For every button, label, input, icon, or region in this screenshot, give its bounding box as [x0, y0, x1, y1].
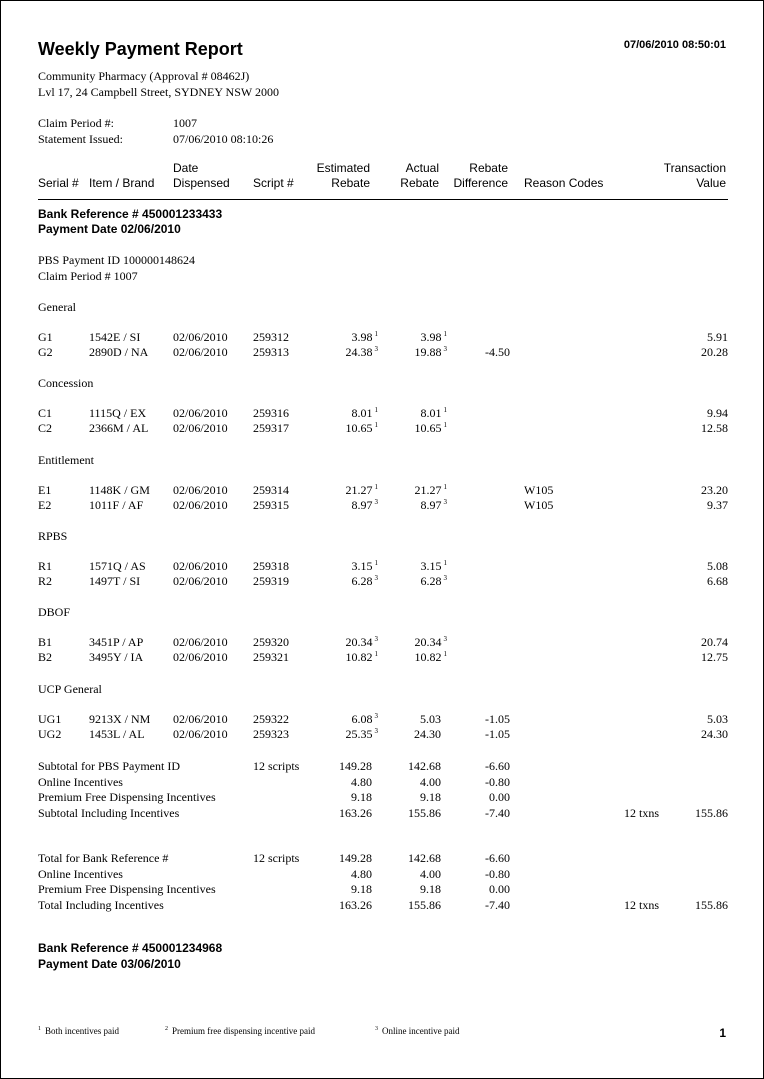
date-dispensed-cell: 02/06/2010 [173, 635, 228, 649]
script-number-cell: 259321 [253, 650, 289, 664]
bank1-reference: Bank Reference # 450001233433 [38, 207, 223, 221]
estimated-rebate-cell: 21.27 $^1$ [345, 483, 378, 497]
actual-rebate-cell: 8.01 $^1$ [420, 406, 447, 420]
estimated-rebate-total: 9.18 [351, 882, 372, 896]
item-brand-cell: 9213X / NM [89, 712, 151, 726]
transaction-value-cell: 5.03 [707, 712, 728, 726]
footnote-marker: 1 [443, 406, 447, 414]
rebate-difference-total: -6.60 [485, 851, 510, 865]
script-number-cell: 259315 [253, 498, 289, 512]
estimated-rebate-cell: 8.01 $^1$ [351, 406, 378, 420]
table-row [1, 558, 764, 574]
date-dispensed-cell: 02/06/2010 [173, 727, 228, 741]
script-count: 12 scripts [253, 851, 300, 865]
actual-rebate-cell: 5.03 [420, 712, 441, 726]
estimated-rebate-cell: 6.08 $^3$ [351, 712, 378, 726]
transaction-value-cell: 23.20 [701, 483, 728, 497]
serial-cell: G1 [38, 330, 53, 344]
actual-rebate-cell: 19.88 $^3$ [414, 345, 447, 359]
table-row [1, 344, 764, 360]
item-brand-cell: 1542E / SI [89, 330, 141, 344]
script-count: 12 scripts [253, 759, 300, 773]
summary-label: Subtotal Including Incentives [38, 805, 180, 820]
footnote-marker: 1 [374, 421, 378, 429]
col-header-transaction-line1: Transaction [663, 161, 726, 175]
claim-period-value: 1007 [173, 116, 197, 130]
group-heading: Concession [38, 376, 94, 390]
estimated-rebate-cell: 6.28 $^3$ [351, 574, 378, 588]
script-number-cell: 259318 [253, 559, 289, 573]
report-title: Weekly Payment Report [38, 39, 243, 59]
date-dispensed-cell: 02/06/2010 [173, 421, 228, 435]
rebate-difference-total: -0.80 [485, 774, 510, 789]
script-number-cell: 259320 [253, 635, 289, 649]
total-row [1, 881, 764, 897]
estimated-rebate-total: 4.80 [351, 866, 372, 881]
footnote-marker: 3 [374, 727, 378, 735]
actual-rebate-total: 155.86 [408, 805, 441, 820]
summary-label: Premium Free Dispensing Incentives [38, 882, 216, 896]
col-header-item: Item / Brand [89, 176, 155, 190]
footnote-1: $^1$ Both incentives paid [38, 1026, 119, 1036]
summary-label: Total Including Incentives [38, 897, 164, 912]
rebate-difference-total: -6.60 [485, 759, 510, 773]
script-number-cell: 259317 [253, 421, 289, 435]
footnote-marker: 1 [443, 559, 447, 567]
pharmacy-address: Lvl 17, 24 Campbell Street, SYDNEY NSW 2000 [38, 85, 279, 99]
footnote-marker: 1 [443, 421, 447, 429]
footnote-marker: 3 [443, 635, 447, 643]
item-brand-cell: 1497T / SI [89, 574, 141, 588]
transaction-value-total: 155.86 [695, 805, 728, 820]
footnote-marker: 1 [443, 650, 447, 658]
col-header-serial: Serial # [38, 176, 79, 190]
estimated-rebate-cell: 10.82 $^1$ [345, 650, 378, 664]
item-brand-cell: 3495Y / IA [89, 650, 144, 664]
transaction-value-cell: 20.74 [701, 635, 728, 649]
table-row [1, 634, 764, 650]
summary-label: Total for Bank Reference # [38, 851, 169, 865]
actual-rebate-cell: 10.82 $^1$ [414, 650, 447, 664]
estimated-rebate-total: 149.28 [339, 759, 372, 773]
rebate-difference-total: -0.80 [485, 866, 510, 881]
col-header-difference-line2: Difference [453, 176, 508, 190]
rebate-difference-total: 0.00 [489, 790, 510, 804]
footnote-marker: 3 [443, 345, 447, 353]
actual-rebate-total: 155.86 [408, 897, 441, 912]
group-heading: UCP General [38, 682, 102, 696]
actual-rebate-total: 9.18 [420, 790, 441, 804]
item-brand-cell: 1453L / AL [89, 727, 145, 741]
estimated-rebate-total: 4.80 [351, 774, 372, 789]
actual-rebate-cell: 3.98 $^1$ [420, 330, 447, 344]
rebate-difference-cell: -4.50 [485, 345, 510, 359]
group-heading: General [38, 300, 76, 314]
item-brand-cell: 2366M / AL [89, 421, 149, 435]
actual-rebate-cell: 6.28 $^3$ [420, 574, 447, 588]
transaction-count: 12 txns [624, 897, 660, 912]
item-brand-cell: 3451P / AP [89, 635, 144, 649]
statement-issued-label: Statement Issued: [38, 132, 123, 146]
table-row [1, 405, 764, 421]
total-row [1, 866, 764, 882]
header-divider [38, 199, 728, 200]
table-row [1, 573, 764, 589]
footnote-marker: 1 [374, 330, 378, 338]
transaction-value-cell: 5.91 [707, 330, 728, 344]
footnote-marker: 1 [443, 483, 447, 491]
serial-cell: B1 [38, 635, 53, 649]
serial-cell: E2 [38, 498, 52, 512]
date-dispensed-cell: 02/06/2010 [173, 406, 228, 420]
col-header-transaction-line2: Value [696, 176, 726, 190]
col-header-script: Script # [253, 176, 294, 190]
actual-rebate-cell: 21.27 $^1$ [414, 483, 447, 497]
date-dispensed-cell: 02/06/2010 [173, 498, 228, 512]
col-header-date-line1: Date [173, 161, 199, 175]
claim-period-number: Claim Period # 1007 [38, 269, 138, 283]
item-brand-cell: 1011F / AF [89, 498, 144, 512]
report-generated-timestamp: 07/06/2010 08:50:01 [623, 39, 726, 51]
footnote-marker: 1 [374, 483, 378, 491]
footnote-2: $^2$ Premium free dispensing incentive paid [165, 1026, 315, 1036]
total-row [1, 850, 764, 866]
serial-cell: UG2 [38, 727, 62, 741]
transaction-count: 12 txns [624, 805, 660, 820]
subtotal-row [1, 774, 764, 790]
footnote-marker: 1 [374, 406, 378, 414]
footnote-marker: 3 [443, 498, 447, 506]
table-row [1, 329, 764, 345]
pharmacy-name: Community Pharmacy (Approval # 08462J) [38, 69, 250, 83]
serial-cell: UG1 [38, 712, 62, 726]
transaction-value-cell: 9.94 [707, 406, 728, 420]
estimated-rebate-cell: 20.34 $^3$ [345, 635, 378, 649]
bank1-payment-date: Payment Date 02/06/2010 [38, 222, 181, 236]
footnote-marker: 3 [374, 635, 378, 643]
footnote-marker: 3 [443, 574, 447, 582]
date-dispensed-cell: 02/06/2010 [173, 650, 228, 664]
actual-rebate-total: 4.00 [420, 866, 441, 881]
subtotal-row [1, 789, 764, 805]
footnote-marker: 1 [374, 650, 378, 658]
date-dispensed-cell: 02/06/2010 [173, 712, 228, 726]
transaction-value-cell: 5.08 [707, 559, 728, 573]
estimated-rebate-total: 163.26 [339, 897, 372, 912]
total-row [1, 897, 764, 913]
reason-code-cell: W105 [524, 483, 554, 497]
col-header-estimated-line2: Rebate [331, 176, 370, 190]
script-number-cell: 259316 [253, 406, 289, 420]
rebate-difference-cell: -1.05 [485, 727, 510, 741]
summary-label: Online Incentives [38, 866, 123, 881]
group-heading: Entitlement [38, 453, 94, 467]
item-brand-cell: 1571Q / AS [89, 559, 146, 573]
serial-cell: G2 [38, 345, 53, 359]
transaction-value-cell: 12.75 [701, 650, 728, 664]
serial-cell: C2 [38, 421, 53, 435]
claim-period-label: Claim Period #: [38, 116, 114, 130]
table-row [1, 726, 764, 742]
actual-rebate-total: 4.00 [420, 774, 441, 789]
col-header-actual-line1: Actual [405, 161, 439, 175]
summary-label: Subtotal for PBS Payment ID [38, 759, 181, 773]
estimated-rebate-cell: 3.15 $^1$ [351, 559, 378, 573]
actual-rebate-total: 142.68 [408, 851, 441, 865]
summary-label: Premium Free Dispensing Incentives [38, 790, 216, 804]
table-row [1, 420, 764, 436]
estimated-rebate-total: 9.18 [351, 790, 372, 804]
script-number-cell: 259314 [253, 483, 289, 497]
actual-rebate-cell: 24.30 [414, 727, 441, 741]
serial-cell: E1 [38, 483, 52, 497]
table-row [1, 497, 764, 513]
group-heading: RPBS [38, 529, 68, 543]
table-row [1, 649, 764, 665]
estimated-rebate-total: 149.28 [339, 851, 372, 865]
footnote-marker: 3 [374, 574, 378, 582]
script-number-cell: 259312 [253, 330, 289, 344]
actual-rebate-cell: 3.15 $^1$ [420, 559, 447, 573]
statement-issued-value: 07/06/2010 08:10:26 [173, 132, 274, 146]
rebate-difference-total: 0.00 [489, 882, 510, 896]
transaction-value-total: 155.86 [695, 897, 728, 912]
page-number: 1 [719, 1026, 726, 1040]
summary-label: Online Incentives [38, 774, 123, 789]
footnote-marker: 3 [374, 712, 378, 720]
item-brand-cell: 1148K / GM [89, 483, 150, 497]
item-brand-cell: 1115Q / EX [89, 406, 147, 420]
script-number-cell: 259323 [253, 727, 289, 741]
col-header-actual-line2: Rebate [400, 176, 439, 190]
table-row [1, 482, 764, 498]
date-dispensed-cell: 02/06/2010 [173, 574, 228, 588]
transaction-value-cell: 12.58 [701, 421, 728, 435]
serial-cell: B2 [38, 650, 53, 664]
rebate-difference-total: -7.40 [485, 805, 510, 820]
transaction-value-cell: 9.37 [707, 498, 728, 512]
col-header-estimated-line1: Estimated [316, 161, 370, 175]
estimated-rebate-cell: 8.97 $^3$ [351, 498, 378, 512]
bank2-payment-date: Payment Date 03/06/2010 [38, 957, 181, 971]
serial-cell: R2 [38, 574, 53, 588]
estimated-rebate-cell: 24.38 $^3$ [345, 345, 378, 359]
col-header-date-line2: Dispensed [173, 176, 230, 190]
actual-rebate-total: 142.68 [408, 759, 441, 773]
estimated-rebate-total: 163.26 [339, 805, 372, 820]
date-dispensed-cell: 02/06/2010 [173, 559, 228, 573]
subtotal-row [1, 758, 764, 774]
estimated-rebate-cell: 10.65 $^1$ [345, 421, 378, 435]
date-dispensed-cell: 02/06/2010 [173, 330, 228, 344]
script-number-cell: 259322 [253, 712, 289, 726]
serial-cell: C1 [38, 406, 53, 420]
footnote-marker: 1 [374, 559, 378, 567]
estimated-rebate-cell: 3.98 $^1$ [351, 330, 378, 344]
rebate-difference-total: -7.40 [485, 897, 510, 912]
estimated-rebate-cell: 25.35 $^3$ [345, 727, 378, 741]
actual-rebate-cell: 20.34 $^3$ [414, 635, 447, 649]
actual-rebate-total: 9.18 [420, 882, 441, 896]
footnote-marker: 3 [374, 345, 378, 353]
date-dispensed-cell: 02/06/2010 [173, 345, 228, 359]
group-heading: DBOF [38, 605, 71, 619]
actual-rebate-cell: 10.65 $^1$ [414, 421, 447, 435]
footnote-marker: 3 [374, 498, 378, 506]
rebate-difference-cell: -1.05 [485, 712, 510, 726]
script-number-cell: 259313 [253, 345, 289, 359]
footnote-marker: 1 [443, 330, 447, 338]
footnote-3: $^3$ Online incentive paid [375, 1026, 460, 1036]
bank2-reference: Bank Reference # 450001234968 [38, 941, 223, 955]
pbs-payment-id: PBS Payment ID 100000148624 [38, 253, 196, 267]
actual-rebate-cell: 8.97 $^3$ [420, 498, 447, 512]
date-dispensed-cell: 02/06/2010 [173, 483, 228, 497]
item-brand-cell: 2890D / NA [89, 345, 149, 359]
transaction-value-cell: 24.30 [701, 727, 728, 741]
transaction-value-cell: 6.68 [707, 574, 728, 588]
col-header-difference-line1: Rebate [469, 161, 508, 175]
table-row [1, 711, 764, 727]
col-header-reason-codes: Reason Codes [524, 176, 604, 190]
reason-code-cell: W105 [524, 498, 554, 512]
transaction-value-cell: 20.28 [701, 345, 728, 359]
serial-cell: R1 [38, 559, 53, 573]
subtotal-row [1, 805, 764, 821]
script-number-cell: 259319 [253, 574, 289, 588]
